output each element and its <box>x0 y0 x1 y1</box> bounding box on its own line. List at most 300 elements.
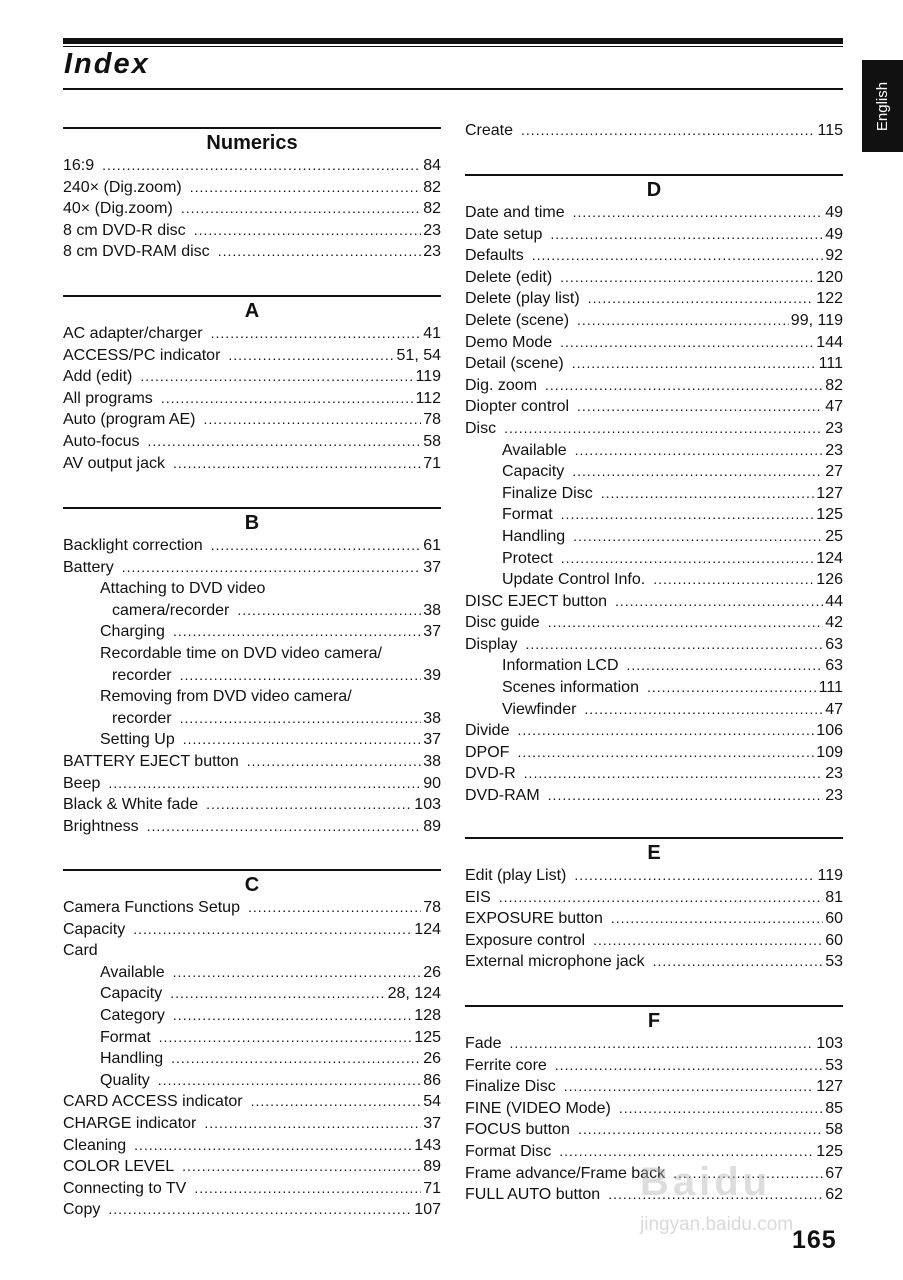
index-entry <box>63 773 441 795</box>
entry-label: Capacity <box>502 463 565 481</box>
entry-label: 240× (Dig.zoom) <box>63 178 182 196</box>
index-entry <box>63 751 441 773</box>
entry-label: ACCESS/PC indicator <box>63 346 221 364</box>
index-entry <box>63 1156 441 1178</box>
entry-page: 99, 119 <box>790 311 843 329</box>
entry-label: Brightness <box>63 817 139 835</box>
watermark-url: jingyan.baidu.com <box>640 1214 794 1235</box>
entry-page: 89 <box>423 1158 441 1176</box>
index-entry <box>63 708 441 730</box>
dot-leader <box>173 453 421 475</box>
dot-leader <box>190 177 421 199</box>
index-entry <box>465 699 843 721</box>
entry-page: 89 <box>423 817 441 835</box>
index-entry <box>63 578 441 600</box>
index-entry <box>465 548 843 570</box>
dot-leader <box>521 120 815 142</box>
entry-page: 81 <box>825 888 843 906</box>
dot-leader <box>182 1156 421 1178</box>
entry-page: 26 <box>423 1050 441 1068</box>
entry-page: 86 <box>423 1071 441 1089</box>
dot-leader <box>584 699 823 721</box>
section-rule <box>465 174 843 176</box>
index-entry <box>465 120 843 142</box>
index-entry <box>465 224 843 246</box>
index-entry <box>465 245 843 267</box>
entry-page: 124 <box>816 549 843 567</box>
index-entry <box>63 409 441 431</box>
entry-label: EIS <box>465 888 491 906</box>
entry-page: 109 <box>816 743 843 761</box>
section-rule <box>63 869 441 871</box>
entry-page: 112 <box>415 389 441 407</box>
entry-page: 37 <box>423 558 441 576</box>
entry-label: Removing from DVD video camera/ <box>100 688 352 706</box>
index-entry <box>63 897 441 919</box>
index-entry <box>465 1098 843 1120</box>
entry-page: 23 <box>825 765 843 783</box>
dot-leader <box>564 1076 815 1098</box>
dot-leader <box>237 600 421 622</box>
index-section-b <box>63 507 441 837</box>
entry-label: Connecting to TV <box>63 1179 187 1197</box>
dot-leader <box>615 591 823 613</box>
dot-leader <box>180 665 422 687</box>
entry-label: Exposure control <box>465 931 586 949</box>
entry-label: Protect <box>502 549 553 567</box>
dot-leader <box>525 634 823 656</box>
index-entry <box>465 1033 843 1055</box>
entry-page: 111 <box>818 679 843 697</box>
index-entry <box>465 612 843 634</box>
entry-label: Frame advance/Frame back <box>465 1164 666 1182</box>
entry-label: BATTERY EJECT button <box>63 752 239 770</box>
dot-leader <box>627 655 824 677</box>
entry-page: 47 <box>825 398 843 416</box>
entry-page: 82 <box>825 376 843 394</box>
dot-leader <box>572 461 823 483</box>
dot-leader <box>108 773 421 795</box>
entry-page: 124 <box>414 920 441 938</box>
entry-page: 49 <box>825 225 843 243</box>
entry-page: 115 <box>817 122 843 139</box>
dot-leader <box>560 332 814 354</box>
index-entry <box>63 1070 441 1092</box>
entry-label: Disc <box>465 419 497 437</box>
entry-page: 90 <box>423 774 441 792</box>
dot-leader <box>147 431 421 453</box>
entry-label: External microphone jack <box>465 953 645 971</box>
index-entry <box>465 591 843 613</box>
entry-page: 125 <box>816 506 843 524</box>
dot-leader <box>517 742 814 764</box>
section-heading: E <box>647 842 661 864</box>
entry-label: 40× (Dig.zoom) <box>63 200 173 218</box>
index-entry <box>465 461 843 483</box>
entry-page: 71 <box>423 454 441 472</box>
entry-label: Demo Mode <box>465 333 553 351</box>
dot-leader <box>601 483 815 505</box>
entry-label: Battery <box>63 558 114 576</box>
index-entry <box>63 535 441 557</box>
entry-page: 53 <box>825 1056 843 1074</box>
entry-label: Camera Functions Setup <box>63 899 240 916</box>
entry-label: COLOR LEVEL <box>63 1158 175 1176</box>
dot-leader <box>504 418 823 440</box>
index-section-numerics <box>63 127 441 263</box>
entry-page: 84 <box>423 157 441 174</box>
dot-leader <box>555 1055 823 1077</box>
entry-label: DVD-RAM <box>465 787 540 805</box>
entry-label: Format <box>100 1028 151 1046</box>
index-entry <box>465 720 843 742</box>
section-heading: B <box>244 512 260 534</box>
entry-page: 128 <box>414 1006 441 1024</box>
index-entry <box>63 1135 441 1157</box>
entry-page: 126 <box>816 571 843 589</box>
index-entry <box>465 202 843 224</box>
index-entry <box>465 418 843 440</box>
dot-leader <box>647 677 817 699</box>
index-entry <box>465 375 843 397</box>
entry-label: Create <box>465 122 514 139</box>
entry-page: 63 <box>825 657 843 675</box>
index-entry <box>465 763 843 785</box>
entry-page: 44 <box>825 592 843 610</box>
index-entry <box>63 155 441 177</box>
dot-leader <box>524 763 824 785</box>
dot-leader <box>147 816 422 838</box>
entry-label: Available <box>100 963 165 981</box>
dot-leader <box>561 504 815 526</box>
entry-label: AC adapter/charger <box>63 325 203 342</box>
dot-leader <box>134 1135 412 1157</box>
index-entry <box>465 951 843 973</box>
entry-label: Scenes information <box>502 679 639 697</box>
entry-label: Backlight correction <box>63 537 203 554</box>
entry-label: Ferrite core <box>465 1056 547 1074</box>
dot-leader <box>173 1005 412 1027</box>
dot-leader <box>194 1178 421 1200</box>
index-entry <box>63 323 441 345</box>
index-entry <box>63 1091 441 1113</box>
entry-page: 42 <box>825 614 843 632</box>
dot-leader <box>158 1070 421 1092</box>
dot-leader <box>173 962 422 984</box>
index-entry <box>63 220 441 242</box>
entry-page: 27 <box>825 463 843 481</box>
section-heading: Numerics <box>206 132 298 154</box>
dot-leader <box>653 951 824 973</box>
index-entry <box>465 440 843 462</box>
entry-page: 120 <box>816 268 843 286</box>
entry-label: Handling <box>502 527 566 545</box>
entry-page: 41 <box>423 325 441 342</box>
entry-page: 111 <box>818 355 843 373</box>
entry-page: 127 <box>816 484 843 502</box>
entry-label: Date and time <box>465 204 565 221</box>
section-rule <box>465 837 843 839</box>
entry-page: 58 <box>825 1121 843 1139</box>
entry-page: 38 <box>423 752 441 770</box>
header-rule <box>63 46 843 47</box>
entry-label: Disc guide <box>465 614 540 632</box>
watermark-logo: Baidu <box>640 1160 772 1204</box>
dot-leader <box>218 241 422 263</box>
index-entry <box>63 600 441 622</box>
entry-label: All programs <box>63 389 153 407</box>
index-entry <box>465 332 843 354</box>
entry-label: DVD-R <box>465 765 516 783</box>
entry-page: 49 <box>825 204 843 221</box>
entry-label: Setting Up <box>100 731 175 749</box>
entry-page: 60 <box>825 931 843 949</box>
section-heading: A <box>244 300 260 322</box>
index-entry <box>63 1199 441 1221</box>
dot-leader <box>574 865 815 887</box>
entry-label: Fade <box>465 1035 502 1052</box>
entry-page: 37 <box>423 623 441 641</box>
entry-label: CHARGE indicator <box>63 1114 197 1132</box>
dot-leader <box>517 720 814 742</box>
dot-leader <box>532 245 824 267</box>
index-entry <box>465 655 843 677</box>
index-entry <box>465 526 843 548</box>
entry-label: Auto-focus <box>63 432 140 450</box>
entry-page: 62 <box>825 1186 843 1204</box>
entry-page: 144 <box>816 333 843 351</box>
page-number: 165 <box>792 1226 837 1254</box>
entry-label: Finalize Disc <box>465 1078 556 1096</box>
dot-leader <box>171 1048 421 1070</box>
dot-leader <box>575 440 824 462</box>
header-bar <box>63 38 843 44</box>
index-entry <box>465 310 843 332</box>
entry-page: 119 <box>415 368 441 386</box>
entry-page: 23 <box>423 243 441 261</box>
dot-leader <box>204 409 422 431</box>
index-entry <box>63 557 441 579</box>
entry-label: Add (edit) <box>63 368 133 386</box>
index-entry <box>63 919 441 941</box>
dot-leader <box>560 267 814 289</box>
entry-label: Viewfinder <box>502 700 577 718</box>
entry-page: 37 <box>423 1114 441 1132</box>
entry-label: AV output jack <box>63 454 165 472</box>
dot-leader <box>133 919 412 941</box>
entry-page: 82 <box>423 178 441 196</box>
section-rule <box>63 295 441 297</box>
dot-leader <box>509 1033 814 1055</box>
index-entry <box>465 569 843 591</box>
entry-page: 143 <box>414 1136 441 1154</box>
dot-leader <box>499 887 823 909</box>
index-entry <box>465 865 843 887</box>
index-entry <box>63 1005 441 1027</box>
index-entry <box>63 241 441 263</box>
entry-page: 67 <box>825 1164 843 1182</box>
dot-leader <box>122 557 422 579</box>
index-entry <box>465 634 843 656</box>
index-entry <box>63 816 441 838</box>
dot-leader <box>248 897 421 919</box>
entry-page: 122 <box>816 290 843 308</box>
entry-page: 38 <box>423 709 441 727</box>
index-entry <box>63 643 441 665</box>
section-rule <box>465 1005 843 1007</box>
entry-label: Delete (scene) <box>465 311 570 329</box>
index-entry <box>63 177 441 199</box>
entry-label: FINE (VIDEO Mode) <box>465 1099 611 1117</box>
dot-leader <box>183 729 421 751</box>
entry-label: Display <box>465 635 518 653</box>
dot-leader <box>545 375 823 397</box>
index-entry <box>63 686 441 708</box>
entry-label: Cleaning <box>63 1136 127 1154</box>
entry-label: FULL AUTO button <box>465 1186 601 1204</box>
entry-page: 106 <box>816 722 843 740</box>
dot-leader <box>180 708 422 730</box>
section-heading: C <box>244 874 260 896</box>
index-entry <box>465 396 843 418</box>
entry-page: 23 <box>825 419 843 437</box>
index-entry <box>465 267 843 289</box>
dot-leader <box>194 220 422 242</box>
entry-page: 53 <box>825 953 843 971</box>
index-entry <box>63 729 441 751</box>
entry-label: Detail (scene) <box>465 355 564 373</box>
entry-label: Format Disc <box>465 1142 552 1160</box>
entry-label: Capacity <box>63 920 126 938</box>
entry-label: Format <box>502 506 553 524</box>
index-entry <box>63 366 441 388</box>
index-entry <box>465 288 843 310</box>
entry-label: recorder <box>112 666 172 684</box>
entry-label: Black & White fade <box>63 796 199 814</box>
entry-label: EXPOSURE button <box>465 910 603 928</box>
index-entry <box>63 1048 441 1070</box>
index-section <box>465 120 843 142</box>
entry-label: Dig. zoom <box>465 376 538 394</box>
index-entry <box>63 1178 441 1200</box>
dot-leader <box>653 569 814 591</box>
dot-leader <box>206 794 412 816</box>
entry-label: Handling <box>100 1050 164 1068</box>
section-heading: F <box>647 1010 661 1032</box>
index-section-d <box>465 174 843 807</box>
entry-label: Charging <box>100 623 165 641</box>
entry-label: Delete (play list) <box>465 290 580 308</box>
entry-page: 103 <box>816 1035 843 1052</box>
dot-leader <box>173 621 421 643</box>
entry-page: 23 <box>423 221 441 239</box>
dot-leader <box>561 548 815 570</box>
entry-page: 60 <box>825 910 843 928</box>
dot-leader <box>140 366 413 388</box>
language-tab <box>862 60 903 152</box>
index-section-e <box>465 837 843 973</box>
index-entry <box>465 1119 843 1141</box>
entry-page: 85 <box>825 1099 843 1117</box>
entry-label: Available <box>502 441 567 459</box>
entry-page: 103 <box>414 796 441 814</box>
entry-page: 25 <box>825 527 843 545</box>
title-rule <box>63 88 843 90</box>
dot-leader <box>228 345 394 367</box>
index-entry <box>63 345 441 367</box>
page-title: Index <box>64 48 150 80</box>
entry-label: Divide <box>465 722 510 740</box>
index-entry <box>465 1055 843 1077</box>
dot-leader <box>211 323 422 345</box>
entry-page: 125 <box>414 1028 441 1046</box>
index-entry <box>465 930 843 952</box>
entry-label: recorder <box>112 709 172 727</box>
dot-leader <box>593 930 823 952</box>
dot-leader <box>578 1119 823 1141</box>
index-entry <box>465 677 843 699</box>
entry-page: 119 <box>817 867 843 884</box>
dot-leader <box>573 202 824 224</box>
entry-page: 71 <box>423 1179 441 1197</box>
index-entry <box>63 940 441 962</box>
entry-label: Copy <box>63 1201 101 1219</box>
entry-label: 8 cm DVD-R disc <box>63 221 186 239</box>
entry-label: 8 cm DVD-RAM disc <box>63 243 210 261</box>
entry-label: camera/recorder <box>112 601 230 619</box>
entry-label: Quality <box>100 1071 150 1089</box>
entry-page: 28, 124 <box>387 985 441 1003</box>
index-entry <box>63 1113 441 1135</box>
entry-page: 82 <box>423 200 441 218</box>
section-rule <box>63 507 441 509</box>
index-entry <box>465 742 843 764</box>
entry-label: Date setup <box>465 225 543 243</box>
entry-page: 92 <box>825 247 843 265</box>
dot-leader <box>573 526 823 548</box>
entry-page: 127 <box>816 1078 843 1096</box>
entry-label: Diopter control <box>465 398 570 416</box>
entry-page: 23 <box>825 787 843 805</box>
entry-page: 23 <box>825 441 843 459</box>
entry-label: Delete (edit) <box>465 268 553 286</box>
index-entry <box>63 794 441 816</box>
dot-leader <box>181 198 421 220</box>
index-entry <box>465 483 843 505</box>
dot-leader <box>251 1091 422 1113</box>
dot-leader <box>577 396 823 418</box>
index-entry <box>465 887 843 909</box>
dot-leader <box>548 785 824 807</box>
dot-leader <box>247 751 421 773</box>
index-entry <box>63 388 441 410</box>
index-entry <box>63 621 441 643</box>
index-entry <box>63 1027 441 1049</box>
entry-label: Capacity <box>100 985 163 1003</box>
dot-leader <box>108 1199 412 1221</box>
entry-page: 54 <box>423 1093 441 1111</box>
dot-leader <box>572 353 817 375</box>
dot-leader <box>577 310 789 332</box>
section-rule <box>63 127 441 129</box>
entry-label: Defaults <box>465 247 524 265</box>
index-entry <box>465 1076 843 1098</box>
entry-page: 78 <box>423 899 441 916</box>
section-heading: D <box>646 179 662 201</box>
dot-leader <box>588 288 815 310</box>
dot-leader <box>211 535 422 557</box>
entry-label: 16:9 <box>63 157 95 174</box>
